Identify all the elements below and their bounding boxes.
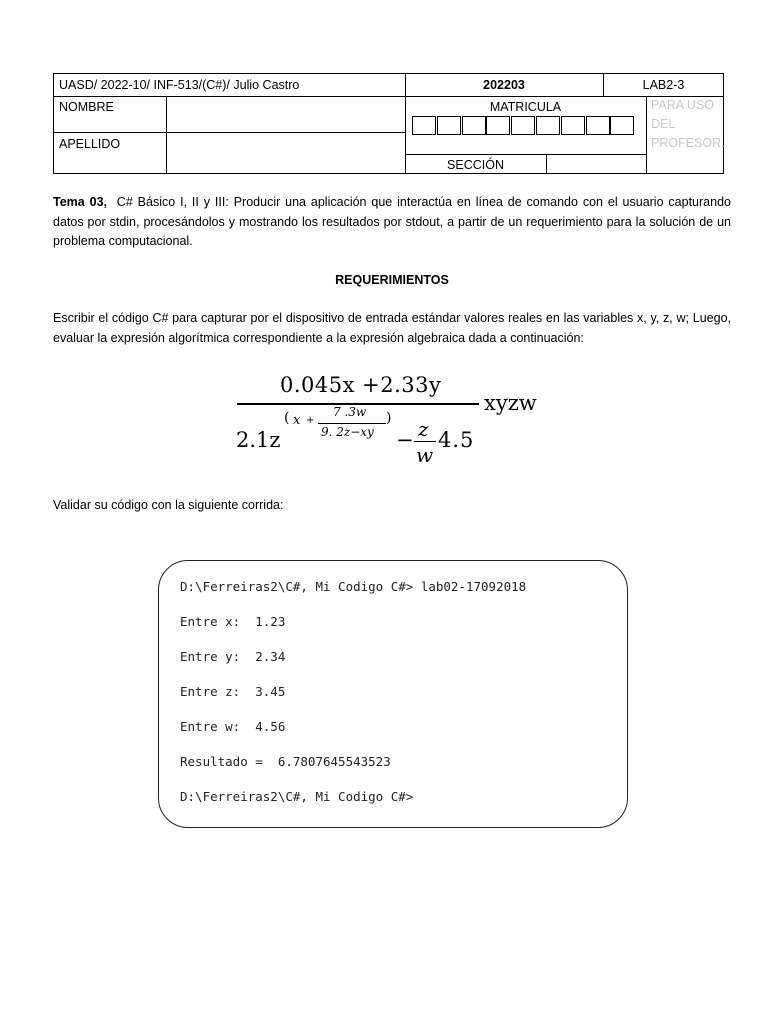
terminal-line: Entre x: 1.23 (180, 614, 286, 629)
terminal-line: Resultado = 6.7807645543523 (180, 754, 391, 769)
profesor-note-line: DEL (651, 117, 676, 131)
formula-zw-bar (414, 441, 436, 442)
formula-frac-w: w (416, 443, 434, 467)
terminal-box (158, 560, 628, 828)
matricula-digit-box[interactable] (561, 116, 585, 135)
matricula-digit-box[interactable] (486, 116, 510, 135)
formula-exp-open: ( (284, 410, 290, 426)
terminal-line: Entre z: 3.45 (180, 684, 286, 699)
validate-text: Validar su código con la siguiente corrida: (53, 498, 284, 512)
terminal-line: Entre y: 2.34 (180, 649, 286, 664)
course-info: UASD/ 2022-10/ INF-513/(C#)/ Julio Castro (59, 78, 300, 92)
profesor-note-line: PARA USO (651, 98, 714, 112)
matricula-digit-box[interactable] (610, 116, 634, 135)
formula-exp-frac-den: 9. 2z−xy (321, 425, 374, 439)
matricula-digit-box[interactable] (462, 116, 486, 135)
lab-code: LAB2-3 (642, 78, 685, 92)
nombre-label: NOMBRE (59, 100, 114, 114)
terminal-line: Entre w: 4.56 (180, 719, 286, 734)
formula-exp-frac-num: 7 .3w (333, 405, 367, 419)
formula-base: 2.1z (236, 428, 281, 452)
tema-paragraph (53, 193, 731, 252)
formula-frac-z: z (418, 417, 429, 441)
matricula-digit-box[interactable] (412, 116, 436, 135)
formula-multiplier: xyzw (484, 391, 537, 415)
terminal-line: D:\Ferreiras2\C#, Mi Codigo C#> (180, 789, 414, 804)
formula-exp-plus: + (306, 415, 315, 426)
formula-tail: 4.5 (438, 428, 475, 452)
matricula-digit-box[interactable] (536, 116, 560, 135)
profesor-note-line: PROFESOR. (651, 136, 725, 150)
formula-main-bar (237, 403, 479, 405)
tema-label: Tema 03, (53, 195, 107, 209)
matricula-label: MATRICULA (489, 100, 562, 114)
tema-text: C# Básico I, II y III: Producir una aplicación que interactúa en línea de comando con el usuario capturando datos por stdin, procesándolos y mostrando los resultados por stdout, a partir de un requerimiento para la solución de un problema computacional. (53, 195, 731, 248)
formula-exp-bar (318, 423, 386, 424)
apellido-label: APELLIDO (59, 137, 121, 151)
period: 202203 (483, 78, 525, 92)
formula-minus: − (396, 428, 414, 452)
col-divider-3 (646, 97, 647, 174)
formula-exp-x: x (293, 413, 301, 428)
formula-numerator: 0.045x +2.33y (280, 373, 442, 397)
matricula-digit-box[interactable] (437, 116, 461, 135)
requirements-text: Escribir el código C# para capturar por el dispositivo de entrada estándar valores reales en las variables x, y, z, w; Luego, evaluar la expresión algorítmica correspondiente a la expresión algebraica dada a continuación: (53, 311, 731, 345)
matricula-digit-box[interactable] (511, 116, 535, 135)
apellido-field[interactable] (167, 133, 405, 174)
formula-exp-close: ) (386, 410, 392, 426)
requirements-title: REQUERIMIENTOS (335, 273, 449, 287)
profesor-note (651, 96, 725, 153)
seccion-label: SECCIÓN (447, 158, 504, 172)
nombre-field[interactable] (167, 97, 405, 132)
matricula-digit-box[interactable] (586, 116, 610, 135)
seccion-field[interactable] (547, 155, 646, 174)
terminal-line: D:\Ferreiras2\C#, Mi Codigo C#> lab02-17092018 (180, 579, 527, 594)
header-table (53, 73, 724, 174)
